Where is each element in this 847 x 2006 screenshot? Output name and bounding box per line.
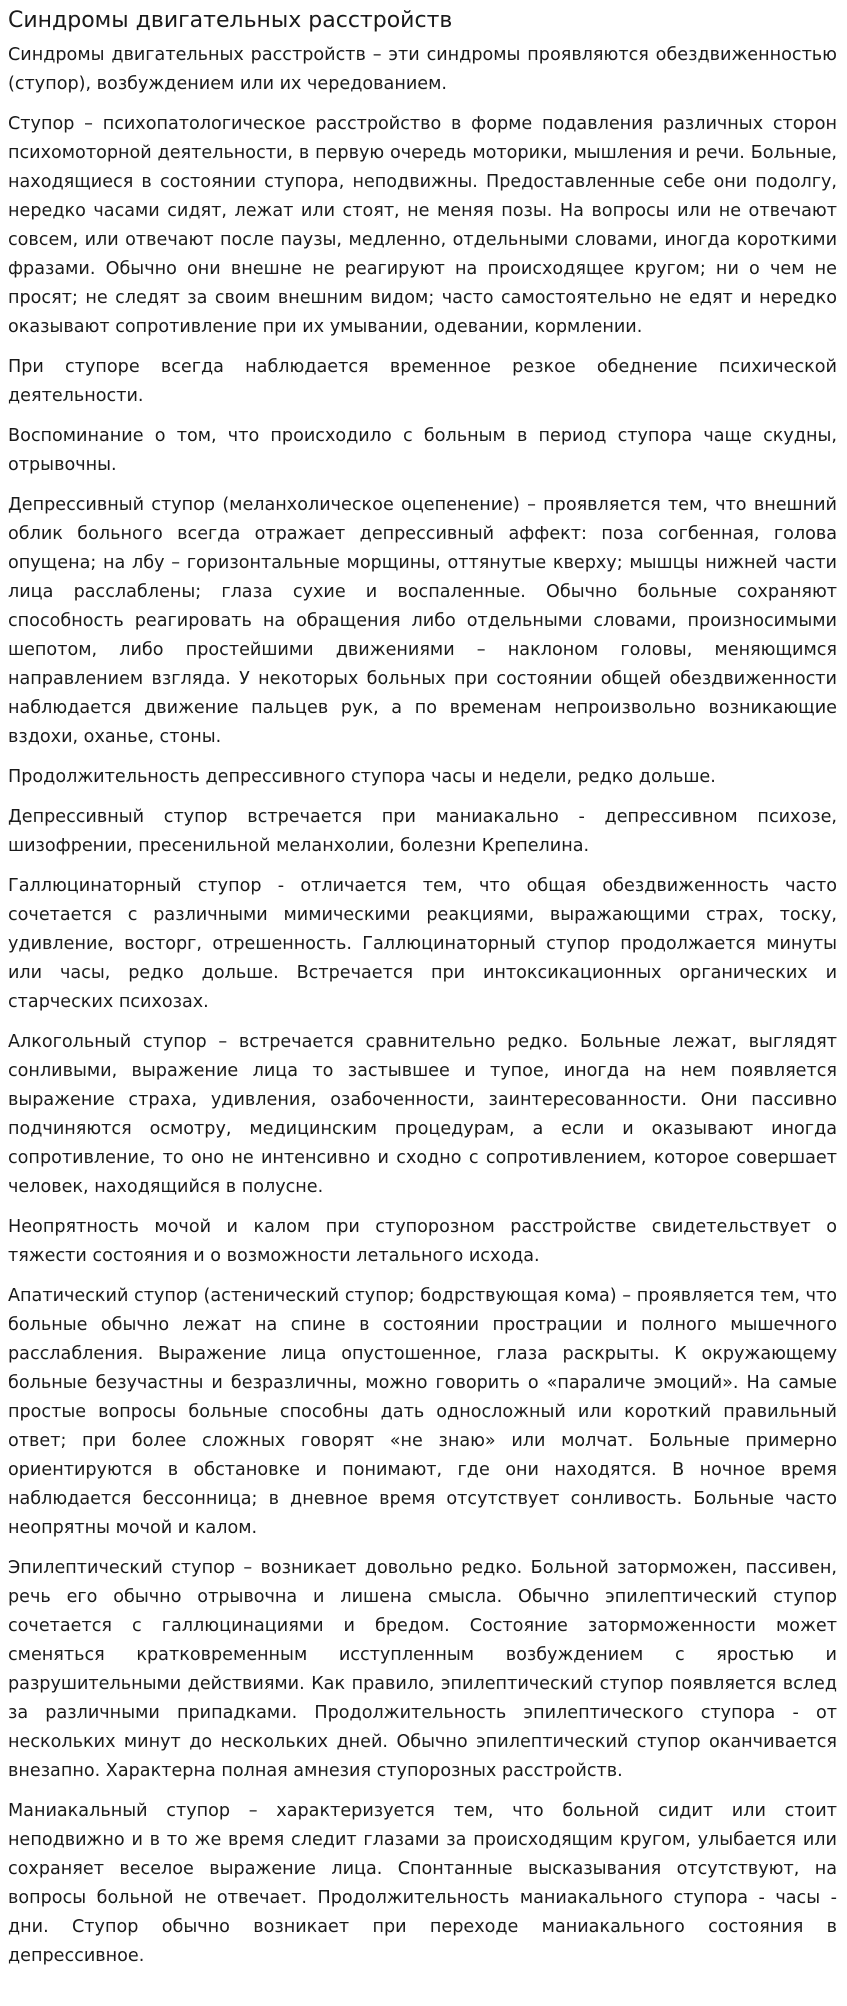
paragraph-depressive-duration: Продолжительность депрессивного ступора часы и недели, редко дольше. [8,767,716,787]
document-page [8,6,837,1982]
paragraph-hallucinatory-stupor: Галлюцинаторный ступор - отличается тем, что общая обездвиженность часто сочетается с различными мимическими реакциями, выражающими страх, тоску, удивление, восторг, отрешенность. Галлюцинаторный ступор продолжается минуты или часы, редко дольше. Встречается при интоксикационных органических и старческих психозах. [8,876,837,1012]
paragraph-intro: Синдромы двигательных расстройств – эти синдромы проявляются обездвиженностью (ступор), возбуждением или их чередованием. [8,45,837,94]
paragraph-depressive-stupor: Депрессивный ступор (меланхолическое оцепенение) – проявляется тем, что внешний облик больного всегда отражает депрессивный аффект: поза согбенная, голова опущена; на лбу – горизонтальные морщины, оттянутые кверху; мышцы нижней части лица расслаблены; глаза сухие и воспаленные. Обычно больные сохраняют способность реагировать на обращения либо отдельными словами, произносимыми шепотом, либо простейшими движениями – наклоном головы, меняющимся направлением взгляда. У некоторых больных при состоянии общей обездвиженности наблюдается движение пальцев рук, а по временам непроизвольно возникающие вздохи, оханье, стоны. [8,495,837,747]
paragraph-epileptic-stupor: Эпилептический ступор – возникает довольно редко. Больной заторможен, пассивен, речь его обычно отрывочна и лишена смысла. Обычно эпилептический ступор сочетается с галлюцинациями и бредом. Состояние заторможенности может сменяться кратковременным исступленным возбуждением с яростью и разрушительными действиями. Как правило, эпилептический ступор появляется вслед за различными припадками. Продолжительность эпилептического ступора - от нескольких минут до нескольких дней. Обычно эпилептический ступор оканчивается внезапно. Характерна полная амнезия ступорозных расстройств. [8,1558,837,1781]
paragraph-stupor-definition: Ступор – психопатологическое расстройство в форме подавления различных сторон психомоторной деятельности, в первую очередь моторики, мышления и речи. Больные, находящиеся в состоянии ступора, неподвижны. Предоставленные себе они подолгу, нередко часами сидят, лежат или стоят, не меняя позы. На вопросы или не отвечают совсем, или отвечают после паузы, медленно, отдельными словами, иногда короткими фразами. Обычно они внешне не реагируют на происходящее кругом; ни о чем не просят; не следят за своим внешним видом; часто самостоятельно не едят и нередко оказывают сопротивление при их умывании, одевании, кормлении. [8,114,837,337]
paragraph-stupor-memories: Воспоминание о том, что происходило с больным в период ступора чаще скудны, отрывочны. [8,426,837,475]
paragraph-apathetic-stupor: Апатический ступор (астенический ступор; бодрствующая кома) – проявляется тем, что больные обычно лежат на спине в состоянии прострации и полного мышечного расслабления. Выражение лица опустошенное, глаза раскрыты. К окружающему больные безучастны и безразличны, можно говорить о «параличе эмоций». На самые простые вопросы больные способны дать односложный или короткий правильный ответ; при более сложных говорят «не знаю» или молчат. Больные примерно ориентируются в обстановке и понимают, где они находятся. В ночное время наблюдается бессонница; в дневное время отсутствует сонливость. Больные часто неопрятны мочой и калом. [8,1286,837,1538]
page-title: Синдромы двигательных расстройств [8,8,453,33]
paragraph-manic-stupor: Маниакальный ступор – характеризуется тем, что больной сидит или стоит неподвижно и в то же время следит глазами за происходящим кругом, улыбается или сохраняет веселое выражение лица. Спонтанные высказывания отсутствуют, на вопросы больной не отвечает. Продолжительность маниакального ступора - часы - дни. Ступор обычно возникает при переходе маниакального состояния в депрессивное. [8,1801,837,1966]
paragraph-depressive-occurrence: Депрессивный ступор встречается при маниакально - депрессивном психозе, шизофрении, пресенильной меланхолии, болезни Крепелина. [8,807,837,856]
document-body [8,41,837,1971]
paragraph-stupor-impoverishment: При ступоре всегда наблюдается временное резкое обеднение психической деятельности. [8,357,837,406]
paragraph-incontinence: Неопрятность мочой и калом при ступорозном расстройстве свидетельствует о тяжести состояния и о возможности летального исхода. [8,1217,837,1266]
paragraph-alcoholic-stupor: Алкогольный ступор – встречается сравнительно редко. Больные лежат, выглядят сонливыми, выражение лица то застывшее и тупое, иногда на нем появляется выражение страха, удивления, озабоченности, заинтересованности. Они пассивно подчиняются осмотру, медицинским процедурам, а если и оказывают иногда сопротивление, то оно не интенсивно и сходно с сопротивлением, которое совершает человек, находящийся в полусне. [8,1032,837,1197]
